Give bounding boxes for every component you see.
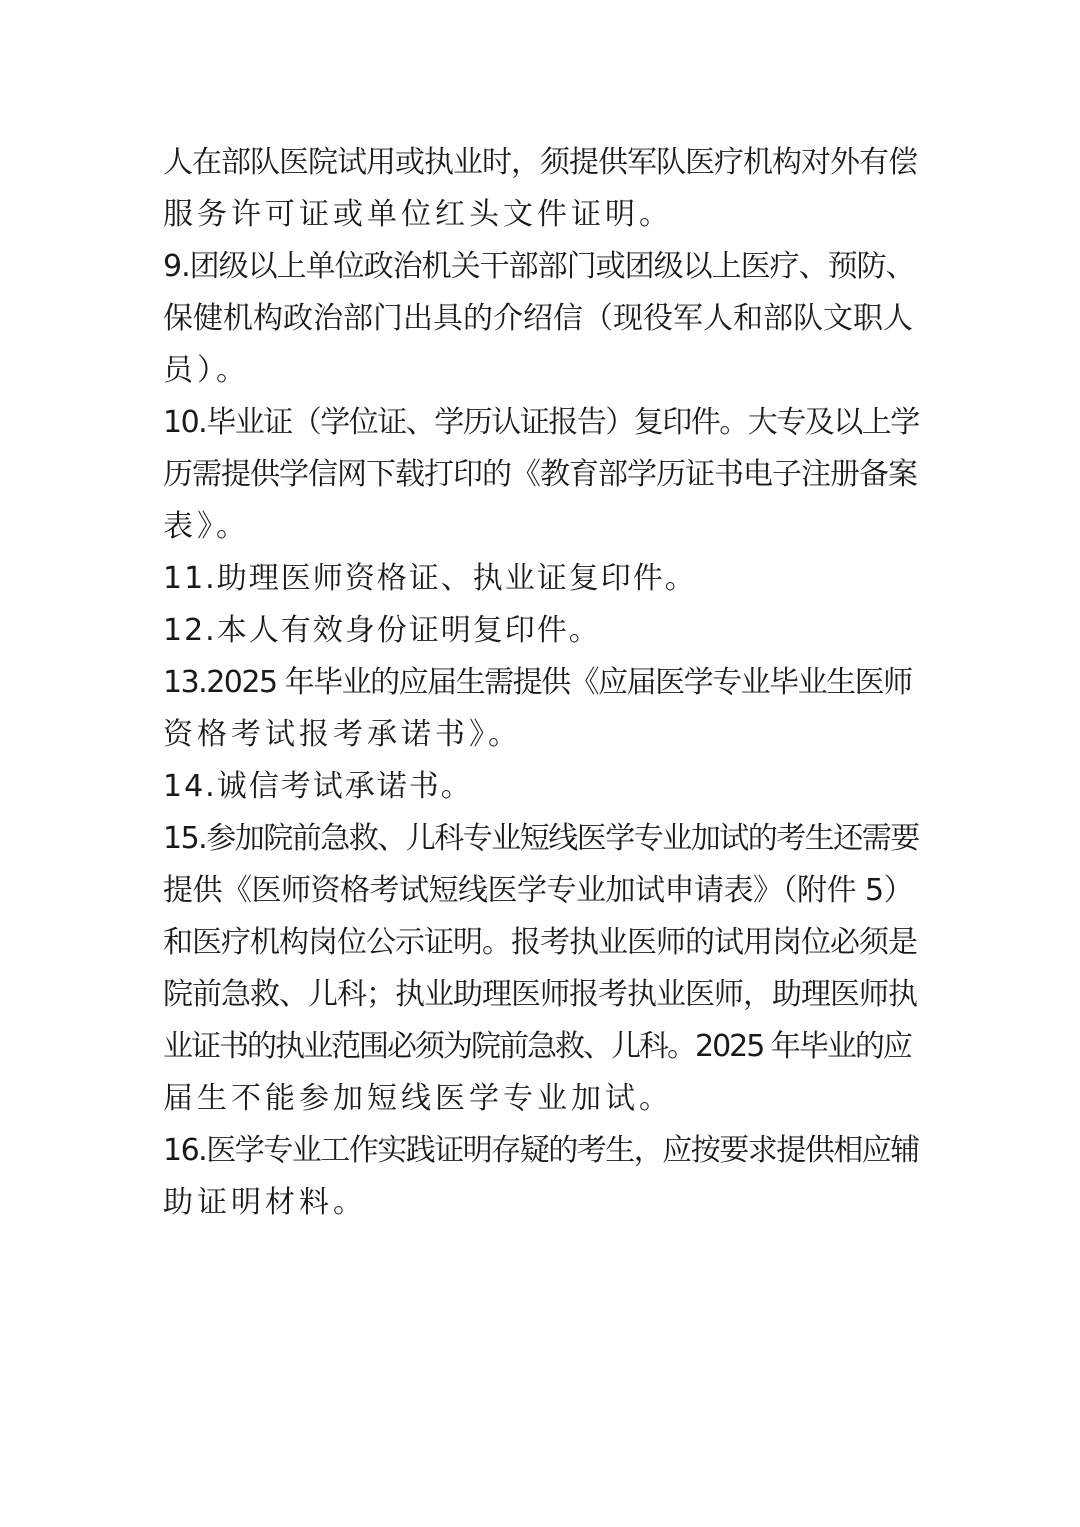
- text-line: 16.医学专业工作实践证明存疑的考生，应按要求提供相应辅: [163, 1133, 919, 1168]
- text-line: 12.本人有效身份证明复印件。: [163, 613, 601, 648]
- text-line: 9.团级以上单位政治机关干部部门或团级以上医疗、预防、: [163, 249, 915, 284]
- text-line: 人在部队医院试用或执业时，须提供军队医疗机构对外有偿: [163, 145, 917, 180]
- text-line: 保健机构政治部门出具的介绍信（现役军人和部队文职人: [163, 301, 913, 336]
- text-line: 11.助理医师资格证、执业证复印件。: [163, 561, 697, 596]
- text-line: 员）。: [163, 353, 250, 388]
- text-line: 院前急救、儿科；执业助理医师报考执业医师，助理医师执: [163, 977, 917, 1012]
- text-line: 服务许可证或单位红头文件证明。: [163, 197, 673, 232]
- text-line: 提供《医师资格考试短线医学专业加试申请表》（附件 5）: [163, 873, 914, 908]
- text-line: 15.参加院前急救、儿科专业短线医学专业加试的考生还需要: [163, 821, 919, 856]
- text-line: 10.毕业证（学位证、学历认证报告）复印件。大专及以上学: [163, 405, 919, 440]
- text-line: 14.诚信考试承诺书。: [163, 769, 473, 804]
- text-line: 表》。: [163, 509, 250, 544]
- text-line: 历需提供学信网下载打印的《教育部学历证书电子注册备案: [163, 457, 917, 492]
- text-line: 13.2025 年毕业的应届生需提供《应届医学专业毕业生医师: [163, 665, 912, 700]
- text-line: 业证书的执业范围必须为院前急救、儿科。2025 年毕业的应: [163, 1029, 911, 1064]
- text-line: 届生不能参加短线医学专业加试。: [163, 1081, 673, 1116]
- text-line: 资格考试报考承诺书》。: [163, 717, 522, 752]
- text-line: 助证明材料。: [163, 1185, 367, 1220]
- text-line: 和医疗机构岗位公示证明。报考执业医师的试用岗位必须是: [163, 925, 917, 960]
- document-body: [163, 137, 923, 1229]
